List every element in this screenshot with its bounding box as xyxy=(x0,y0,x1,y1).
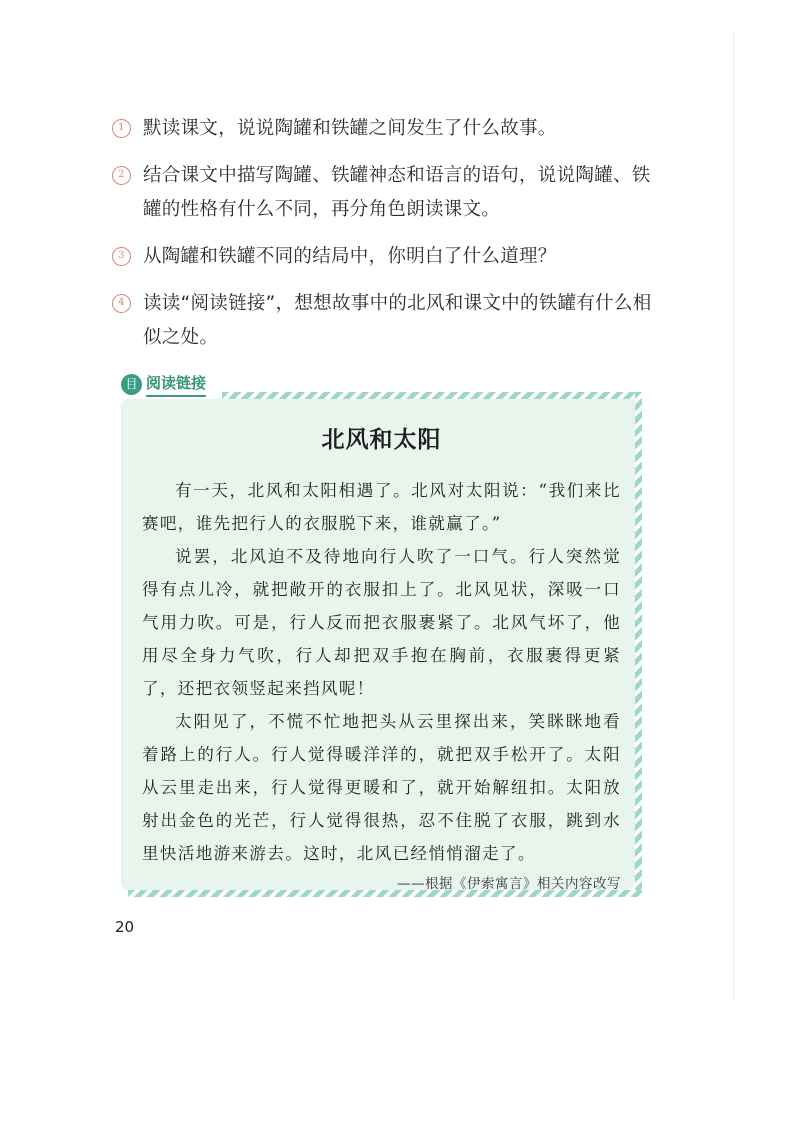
seal-number-icon: 4 xyxy=(112,294,131,313)
question-item xyxy=(112,287,652,355)
question-text: 默读课文，说说陶罐和铁罐之间发生了什么故事。 xyxy=(143,118,557,139)
story-paragraph: 太阳见了，不慌不忙地把头从云里探出来，笑眯眯地看着路上的行人。行人觉得暖洋洋的，就把双手松开了。太阳从云里走出来，行人觉得更暖和了，就开始解纽扣。太阳放射出金色的光芒，行人觉得很热，忍不住脱了衣服，跳到水里快活地游来游去。这时，北风已经悄悄溜走了。 xyxy=(142,712,621,863)
dashed-border-top xyxy=(222,392,642,399)
reading-link-label: 阅读链接 xyxy=(146,372,206,397)
question-text: 读读“阅读链接”，想想故事中的北风和课文中的铁罐有什么相似之处。 xyxy=(143,293,652,348)
question-item xyxy=(112,159,652,227)
dashed-border-right xyxy=(635,392,642,897)
question-list xyxy=(112,112,652,368)
reading-link-box xyxy=(121,399,635,890)
reading-link-header xyxy=(121,372,206,396)
question-item xyxy=(112,112,652,146)
story-source: ——根据《伊索寓言》相关内容改写 xyxy=(397,876,621,892)
page-number: 20 xyxy=(115,918,135,936)
book-icon: 目 xyxy=(121,374,142,395)
question-text: 结合课文中描写陶罐、铁罐神态和语言的语句，说说陶罐、铁罐的性格有什么不同，再分角色朗读课文。 xyxy=(143,165,651,220)
story-paragraph: 说罢，北风迫不及待地向行人吹了一口气。行人突然觉得有点儿冷，就把敞开的衣服扣上了。北风见状，深吸一口气用力吹。可是，行人反而把衣服裹紧了。北风气坏了，他用尽全身力气吹，行人却把双手抱在胸前，衣服裹得更紧了，还把衣领竖起来挡风呢！ xyxy=(142,547,621,698)
seal-number-icon: 3 xyxy=(112,247,131,266)
page-edge-line xyxy=(733,30,734,1000)
seal-number-icon: 2 xyxy=(112,166,131,185)
seal-number-icon: 1 xyxy=(112,119,131,138)
question-text: 从陶罐和铁罐不同的结局中，你明白了什么道理？ xyxy=(143,246,557,267)
story-title: 北风和太阳 xyxy=(321,427,442,453)
story-body xyxy=(142,474,621,870)
question-item xyxy=(112,240,652,274)
story-paragraph: 有一天，北风和太阳相遇了。北风对太阳说：“我们来比赛吧，谁先把行人的衣服脱下来，谁就赢了。” xyxy=(142,481,621,533)
